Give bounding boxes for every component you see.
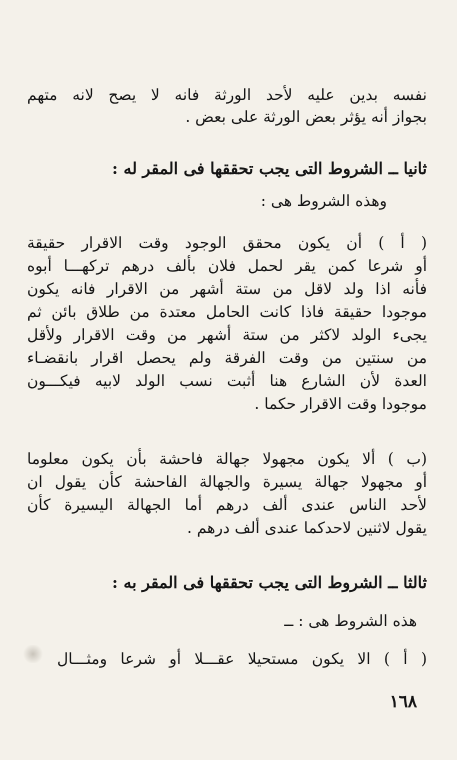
- text-line: أو مجهولا جهالة يسيرة والجهالة الفاحشة كأن يقول ان: [27, 473, 427, 491]
- text-line: يجىء الولد لاكثر من ستة أشهر من وقت الاقرار ولأقل: [27, 326, 427, 344]
- page-number: ١٦٨: [389, 692, 417, 712]
- section-intro: هذه الشروط هى : ــ: [284, 612, 417, 630]
- text-line: العدة لأن الشارع هنا أثبت نسب الولد لابيه فيكـــون: [27, 372, 427, 390]
- text-line: من سنتين من وقت الفرقة ولم يحصل اقرار بانقضـاء: [27, 349, 427, 367]
- text-line: يقول لاثنين لاحدكما عندى ألف درهم .: [187, 519, 427, 537]
- ink-smudge: [22, 645, 44, 663]
- text-line: موجودا حقيقة فاذا كانت الحامل معتدة من طلاق بائن ثم: [27, 303, 427, 321]
- section-heading: ثالثا ــ الشروط التى يجب تحققها فى المقر به :: [112, 573, 427, 592]
- text-line: ( أ ) أن يكون محقق الوجود وقت الاقرار حقيقة: [27, 234, 427, 252]
- text-line: نفسه بدين عليه لأحد الورثة فانه لا يصح لانه متهم: [27, 86, 427, 104]
- section-heading: ثانيا ــ الشروط التى يجب تحققها فى المقر له :: [112, 159, 427, 178]
- text-line: فأنه اذا ولد لاقل من ستة أشهر من الاقرار فانه يكون: [27, 280, 427, 298]
- text-line: لأحد الناس عندى ألف درهم أما الجهالة اليسيرة كأن: [27, 496, 427, 514]
- text-line: موجودا وقت الاقرار حكما .: [254, 395, 427, 413]
- text-line: (ب ) ألا يكون مجهولا جهالة فاحشة بأن يكون معلوما: [27, 450, 427, 468]
- section-intro: وهذه الشروط هى :: [260, 192, 387, 210]
- text-line: ( أ ) الا يكون مستحيلا عقـــلا أو شرعا ومثـــال: [57, 650, 427, 668]
- text-line: أو شرعا كمن يقر لحمل فلان بألف درهم تركهـــا أبوه: [27, 257, 427, 275]
- text-line: بجواز أنه يؤثر بعض الورثة على بعض .: [185, 108, 427, 126]
